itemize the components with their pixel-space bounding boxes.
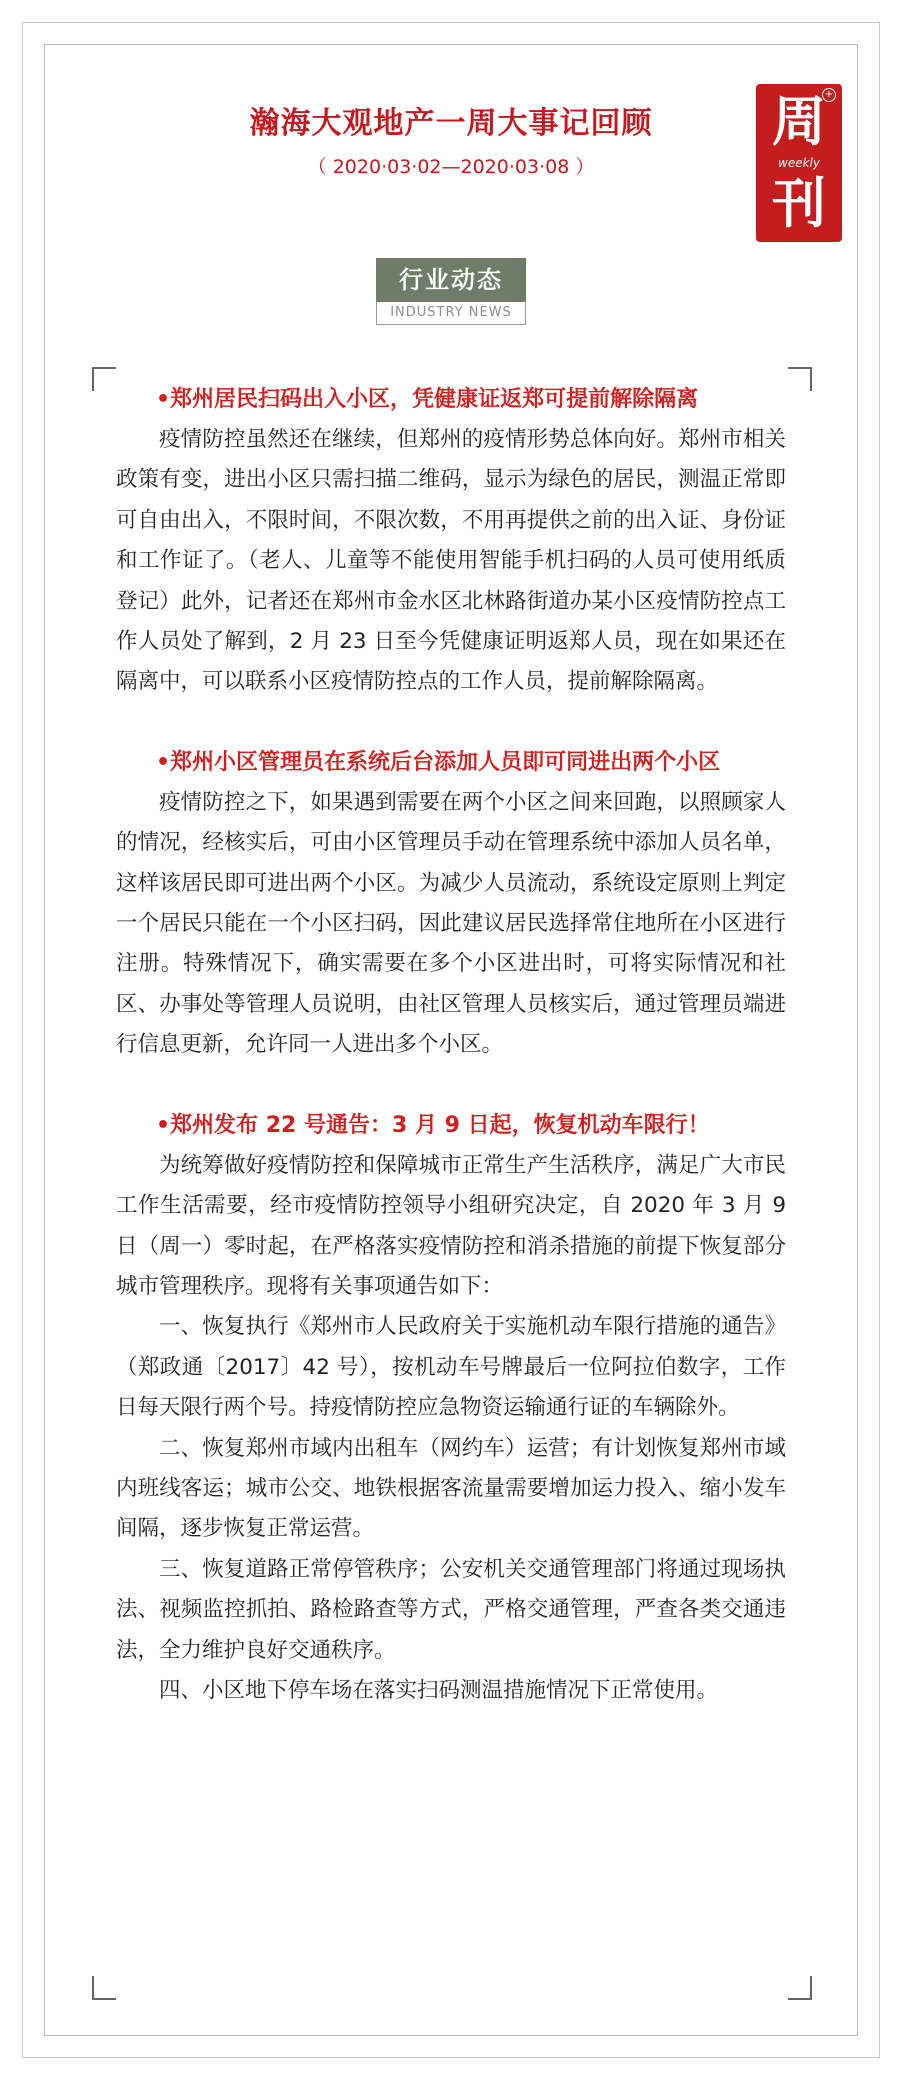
seal-char-bottom: 刊 (772, 171, 826, 235)
article-list (116, 380, 786, 1751)
article-headline: •郑州小区管理员在系统后台添加人员即可同进出两个小区 (156, 749, 721, 775)
article-headline: •郑州发布 22 号通告：3 月 9 日起，恢复机动车限行！ (156, 1112, 710, 1138)
weekly-seal-logo (756, 84, 842, 242)
corner-bracket-top-right (788, 367, 812, 391)
section-title: 行业动态 (376, 258, 526, 302)
article-paragraph: 为统筹做好疫情防控和保障城市正常生产生活秩序，满足广大市民工作生活需要，经市疫情防控领导小组研究决定，自 2020 年 3 月 9 日（周一）零时起，在严格落实疫情防控和消杀措施的前提下恢复部分城市管理秩序。现将有关事项通告如下： (116, 1152, 786, 1299)
corner-bracket-bottom-left (92, 1976, 116, 2000)
seal-word: weekly (778, 156, 820, 170)
seal-plus-icon: + (822, 88, 836, 102)
article-item (116, 380, 786, 703)
section-subtitle: INDUSTRY NEWS (376, 302, 526, 325)
page-title: 瀚海大观地产一周大事记回顾 (249, 106, 653, 141)
article-paragraph: 疫情防控之下，如果遇到需要在两个小区之间来回跑，以照顾家人的情况，经核实后，可由小区管理员手动在管理系统中添加人员名单，这样该居民即可进出两个小区。为减少人员流动，系统设定原则上判定一个居民只能在一个小区扫码，因此建议居民选择常住地所在小区进行注册。特殊情况下，确实需要在多个小区进出时，可将实际情况和社区、办事处等管理人员说明，由社区管理人员核实后，通过管理员端进行信息更新，允许同一人进出多个小区。 (116, 789, 786, 1058)
article-item (116, 1106, 786, 1712)
article-item (116, 743, 786, 1066)
article-paragraph: 二、恢复郑州市域内出租车（网约车）运营；有计划恢复郑州市域内班线客运；城市公交、地铁根据客流量需要增加运力投入、缩小发车间隔，逐步恢复正常运营。 (116, 1435, 786, 1542)
article-paragraph: 三、恢复道路正常停管秩序；公安机关交通管理部门将通过现场执法、视频监控抓拍、路检路查等方式，严格交通管理，严查各类交通违法，全力维护良好交通秩序。 (116, 1556, 786, 1663)
section-badge (376, 258, 526, 325)
corner-bracket-top-left (92, 367, 116, 391)
article-paragraph: 一、恢复执行《郑州市人民政府关于实施机动车限行措施的通告》（郑政通〔2017〕42 号），按机动车号牌最后一位阿拉伯数字，工作日每天限行两个号。持疫情防控应急物资运输通行证的车辆除外。 (116, 1314, 786, 1421)
article-paragraph: 疫情防控虽然还在继续，但郑州的疫情形势总体向好。郑州市相关政策有变，进出小区只需扫描二维码，显示为绿色的居民，测温正常即可自由出入，不限时间，不限次数，不用再提供之前的出入证、身份证和工作证了。（老人、儿童等不能使用智能手机扫码的人员可使用纸质登记）此外，记者还在郑州市金水区北林路街道办某小区疫情防控点工作人员处了解到，2 月 23 日至今凭健康证明返郑人员，现在如果还在隔离中，可以联系小区疫情防控点的工作人员，提前解除隔离。 (116, 427, 786, 695)
date-range: （ 2020·03·02—2020·03·08 ） (307, 156, 595, 178)
seal-char-top: 周 (772, 89, 826, 153)
article-paragraph: 四、小区地下停车场在落实扫码测温措施情况下正常使用。 (159, 1677, 719, 1703)
corner-bracket-bottom-right (788, 1976, 812, 2000)
article-headline: •郑州居民扫码出入小区，凭健康证返郑可提前解除隔离 (156, 387, 699, 412)
